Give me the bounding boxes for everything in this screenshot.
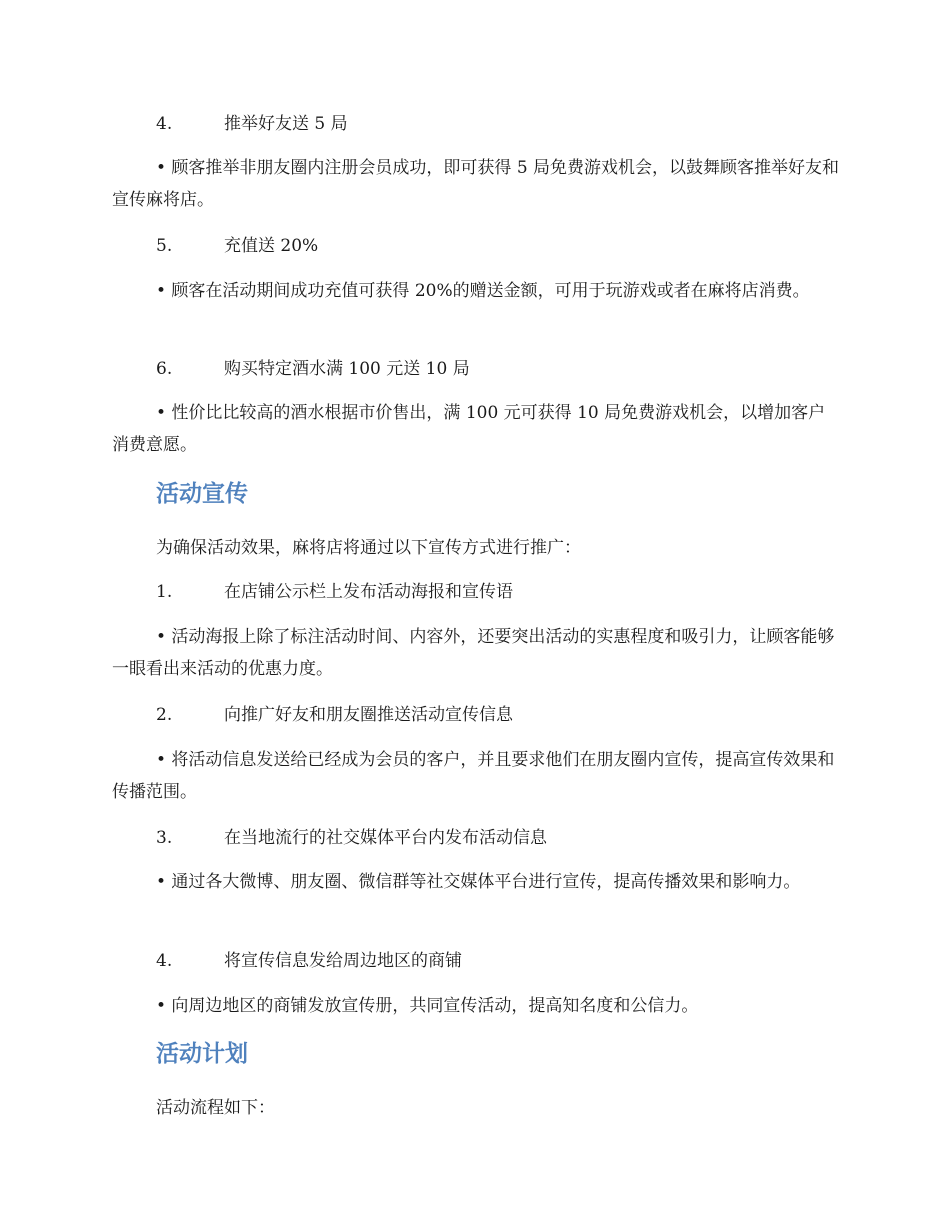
offer-item-6-detail: • 性价比比较高的酒水根据市价售出，满 100 元可获得 10 局免费游戏机会，以增加客户消费意愿。 — [112, 403, 826, 455]
list-title: 在店铺公示栏上发布活动海报和宣传语 — [224, 582, 513, 602]
list-title: 推举好友送 5 局 — [224, 114, 348, 134]
promotion-item-1-detail: • 活动海报上除了标注活动时间、内容外，还要突出活动的实惠程度和吸引力，让顾客能够一眼看出来活动的优惠力度。 — [112, 627, 835, 679]
list-number: 6. — [156, 359, 173, 379]
promotion-item-4-detail: • 向周边地区的商铺发放宣传册，共同宣传活动，提高知名度和公信力。 — [156, 996, 699, 1016]
list-number: 5. — [156, 236, 173, 256]
offer-item-5-title — [156, 234, 318, 258]
offer-item-6-title — [156, 357, 470, 381]
plan-intro: 活动流程如下： — [156, 1098, 275, 1118]
list-number: 4. — [156, 951, 173, 971]
section-heading-plan: 活动计划 — [156, 1041, 248, 1067]
offer-item-4-title — [156, 112, 348, 136]
promotion-item-4-title — [156, 949, 462, 973]
list-title: 向推广好友和朋友圈推送活动宣传信息 — [224, 705, 513, 725]
promotion-item-2-title — [156, 703, 513, 727]
list-title: 购买特定酒水满 100 元送 10 局 — [224, 359, 470, 379]
promotion-item-1-title — [156, 580, 513, 604]
list-number: 2. — [156, 705, 173, 725]
promotion-item-3-title — [156, 826, 547, 850]
list-number: 1. — [156, 582, 173, 602]
list-number: 4. — [156, 114, 173, 134]
offer-item-5-detail: • 顾客在活动期间成功充值可获得 20%的赠送金额，可用于玩游戏或者在麻将店消费。 — [156, 281, 810, 301]
offer-item-4-detail: • 顾客推举非朋友圈内注册会员成功，即可获得 5 局免费游戏机会，以鼓舞顾客推举好友和宣传麻将店。 — [112, 158, 840, 210]
list-title: 充值送 20% — [224, 236, 319, 256]
promotion-item-3-detail: • 通过各大微博、朋友圈、微信群等社交媒体平台进行宣传，提高传播效果和影响力。 — [156, 872, 801, 892]
promotion-item-2-detail: • 将活动信息发送给已经成为会员的客户，并且要求他们在朋友圈内宣传，提高宣传效果和传播范围。 — [112, 750, 835, 802]
promotion-intro: 为确保活动效果，麻将店将通过以下宣传方式进行推广： — [156, 538, 581, 558]
section-heading-promotion: 活动宣传 — [156, 481, 248, 507]
list-number: 3. — [156, 828, 173, 848]
list-title: 将宣传信息发给周边地区的商铺 — [224, 951, 462, 971]
list-title: 在当地流行的社交媒体平台内发布活动信息 — [224, 828, 547, 848]
